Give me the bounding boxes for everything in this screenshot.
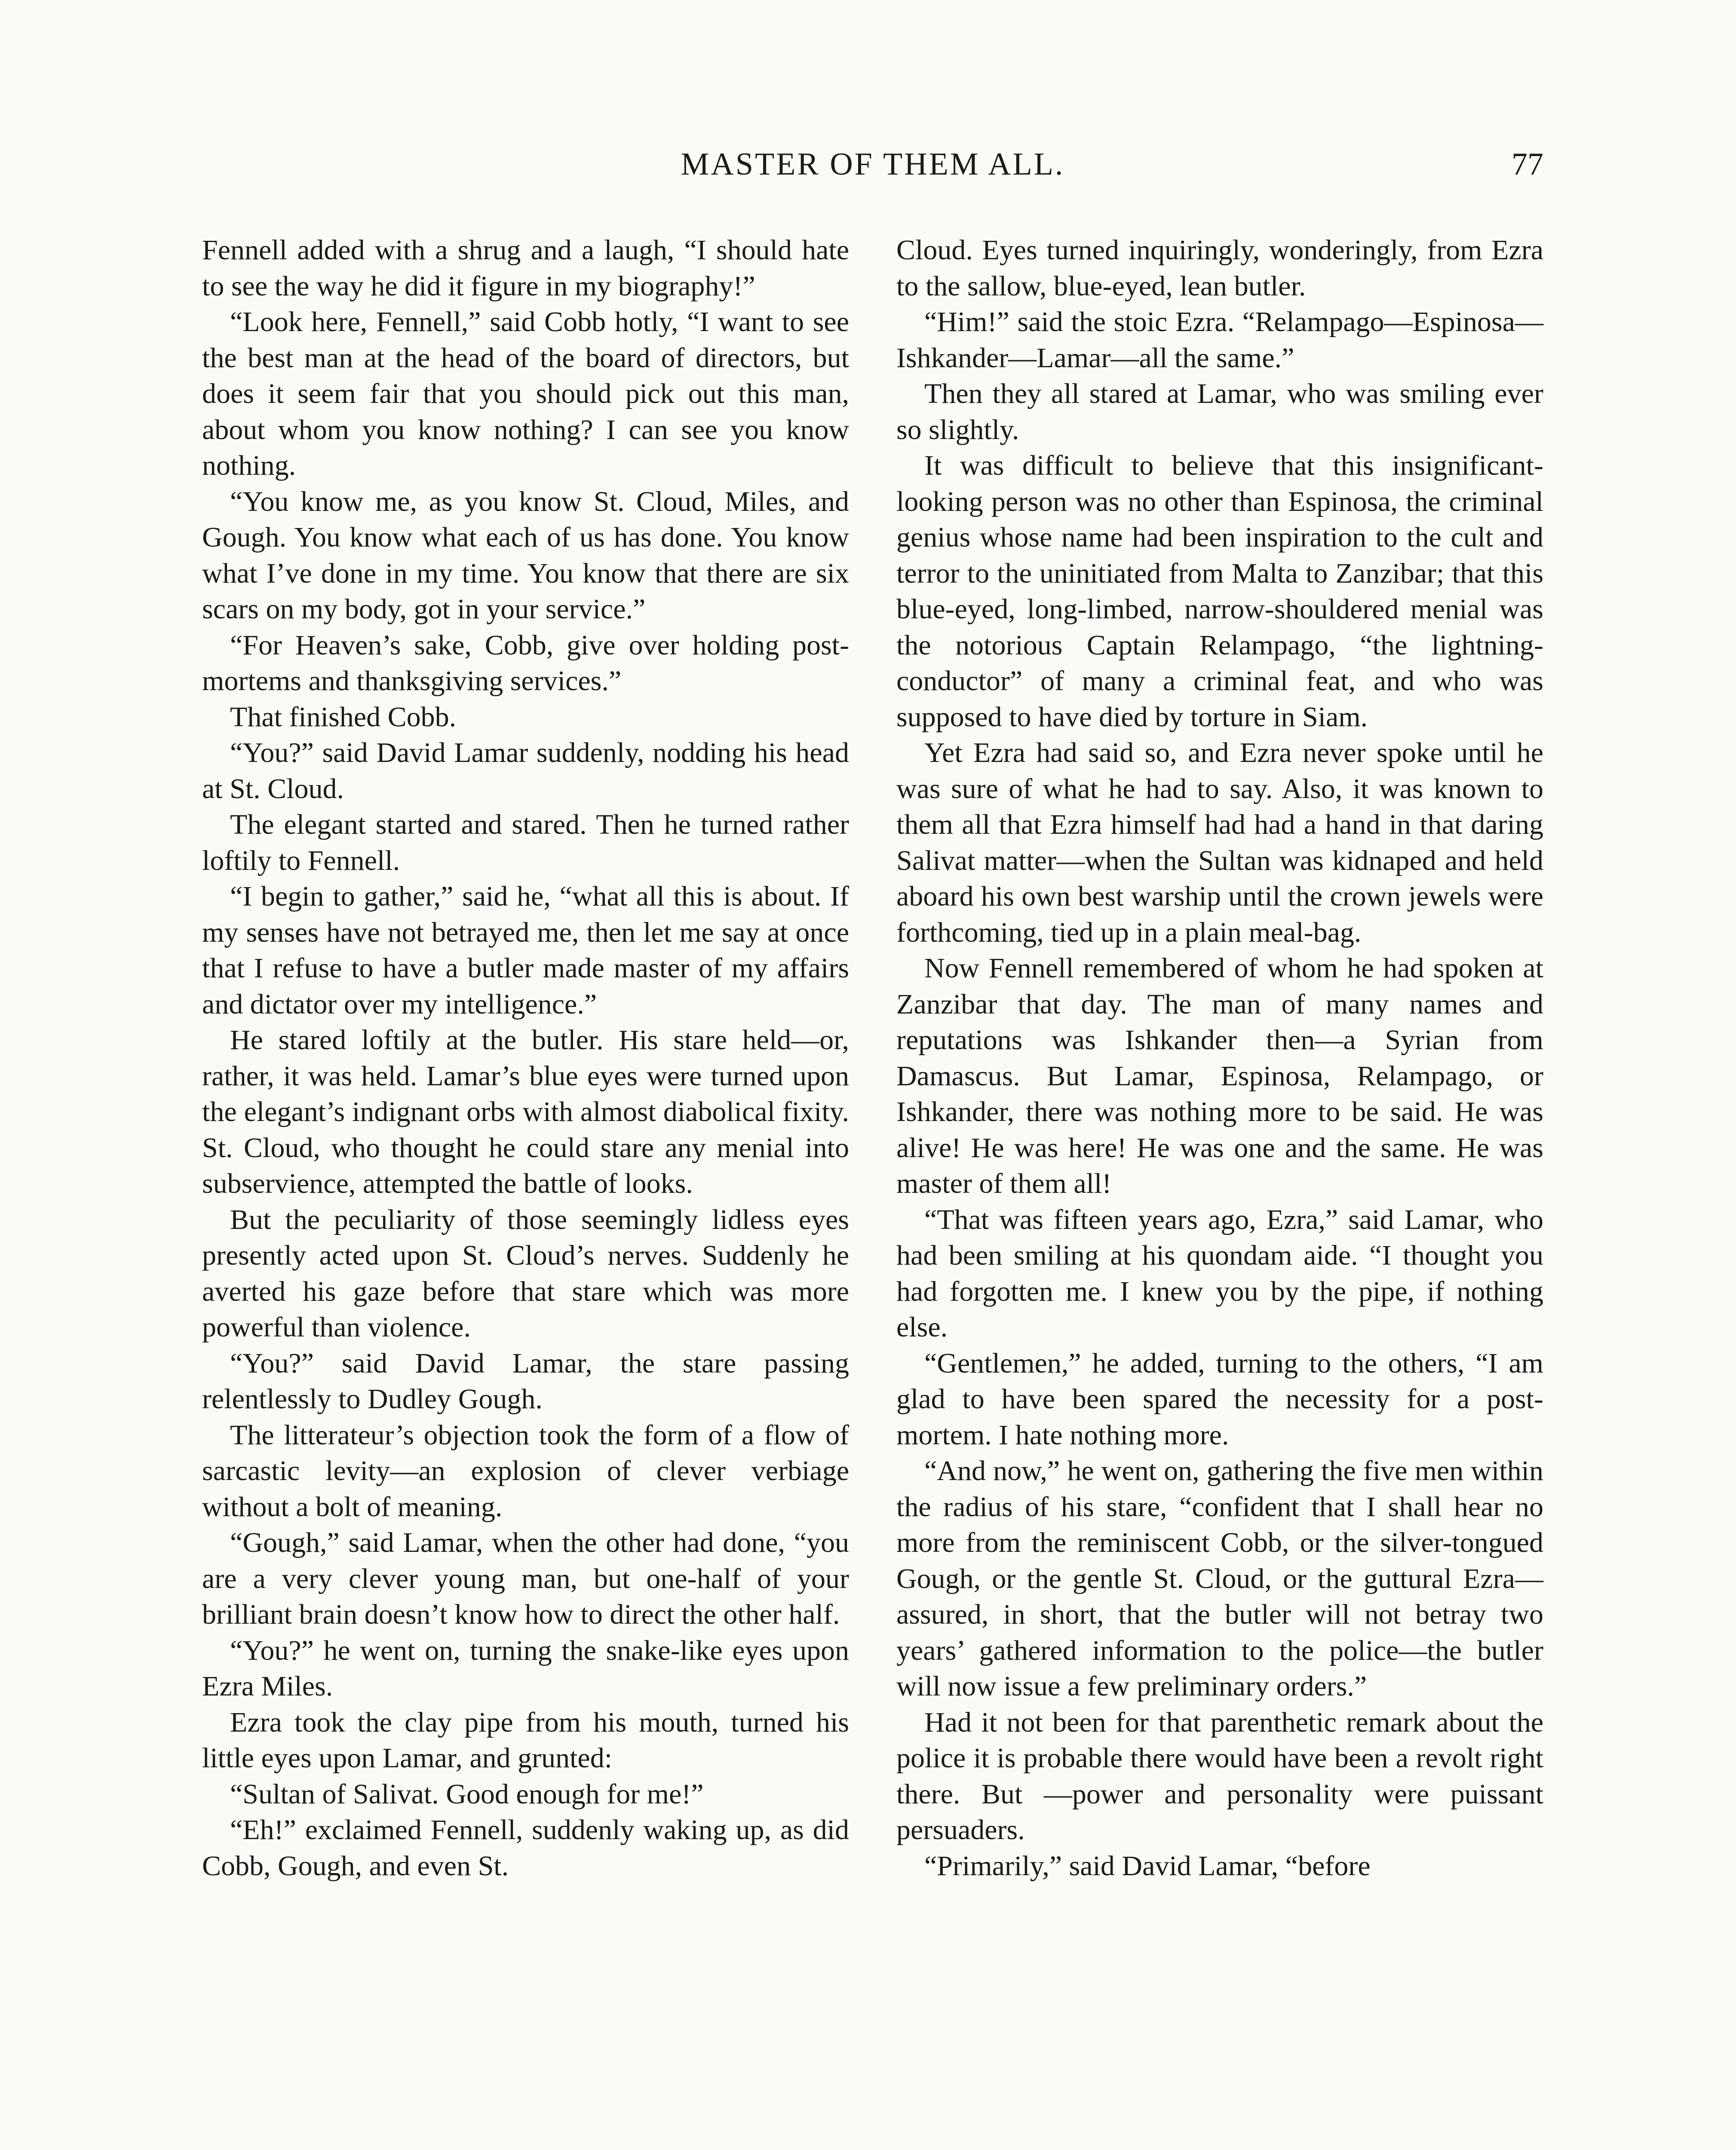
paragraph: But the peculiarity of those seemingly lidless eyes presently acted upon St. Cloud’s nerves. Suddenly he averted his gaze before that stare which was more powerful than violence. [202, 1204, 849, 1343]
paragraph: “You?” said David Lamar suddenly, nodding his head at St. Cloud. [202, 737, 849, 805]
running-head: MASTER OF THEM ALL. [681, 147, 1065, 182]
paragraph: “Sultan of Salivat. Good enough for me!” [230, 1778, 704, 1810]
paragraph: Then they all stared at Lamar, who was smiling ever so slightly. [896, 378, 1543, 445]
paragraph: “You?” said David Lamar, the stare passing relentlessly to Dudley Gough. [202, 1347, 849, 1415]
text-columns [202, 232, 1543, 1884]
paragraph: Yet Ezra had said so, and Ezra never spoke until he was sure of what he had to say. Also, it was known to them all that Ezra himself had had a hand in that daring Salivat matter—when the Sultan was kidnaped and held aboard his own best warship until the crown jewels were forthcoming, tied up in a plain meal-bag. [896, 737, 1543, 948]
paragraph: “Gough,” said Lamar, when the other had done, “you are a very clever young man, but one-half of your brilliant brain doesn’t know how to direct the other half. [202, 1527, 849, 1630]
paragraph: “And now,” he went on, gathering the five men within the radius of his stare, “confident that I shall hear no more from the reminiscent Cobb, or the silver-tongued Gough, or the gentle St. Cloud, or the guttural Ezra—assured, in short, that the butler will not betray two years’ gathered information to the police—the butler will now issue a few preliminary orders.” [896, 1455, 1543, 1702]
paragraph: It was difficult to believe that this insignificant-looking person was no other than Espinosa, the criminal genius whose name had been inspiration to the cult and terror to the uninitiated from Malta to Zanzibar; that this blue-eyed, long-limbed, narrow-shouldered menial was the notorious Captain Relampago, “the lightning-conductor” of many a criminal feat, and who was supposed to have died by torture in Siam. [896, 450, 1543, 733]
paragraph: “Gentlemen,” he added, turning to the others, “I am glad to have been spared the necessity for a post-mortem. I hate nothing more. [896, 1347, 1543, 1451]
paragraph: “That was fifteen years ago, Ezra,” said Lamar, who had been smiling at his quondam aide. “I thought you had forgotten me. I knew you by the pipe, if nothing else. [896, 1204, 1543, 1343]
page-number: 77 [1512, 147, 1543, 182]
paragraph: “I begin to gather,” said he, “what all this is about. If my senses have not betrayed me, then let me say at once that I refuse to have a butler made master of my affairs and dictator over my intelligence.” [202, 881, 849, 1020]
paragraph: Had it not been for that parenthetic remark about the police it is probable there would have been a revolt right there. But —power and personality were puissant persuaders. [896, 1706, 1543, 1846]
paragraph: “Look here, Fennell,” said Cobb hotly, “I want to see the best man at the head of the board of directors, but does it seem fair that you should pick out this man, about whom you know nothing? I can see you know nothing. [202, 306, 849, 481]
paragraph: That finished Cobb. [230, 701, 457, 733]
paragraph: Fennell added with a shrug and a laugh, “I should hate to see the way he did it figure in my biography!” [202, 234, 849, 302]
paragraph: “You?” he went on, turning the snake-like eyes upon Ezra Miles. [202, 1634, 849, 1702]
paragraph: The elegant started and stared. Then he turned rather loftily to Fennell. [202, 809, 849, 876]
paragraph: “Primarily,” said David Lamar, “before [924, 1850, 1371, 1882]
paragraph: He stared loftily at the butler. His stare held—or, rather, it was held. Lamar’s blue eyes were turned upon the elegant’s indignant orbs with almost diabolical fixity. St. Cloud, who thought he could stare any menial into subservience, attempted the battle of looks. [202, 1024, 849, 1199]
paragraph: “Eh!” exclaimed Fennell, suddenly waking up, as did Cobb, Gough, and even St. [202, 1814, 849, 1882]
paragraph: The litterateur’s objection took the form of a flow of sarcastic levity—an explosion of clever verbiage without a bolt of meaning. [202, 1419, 849, 1523]
paragraph: Ezra took the clay pipe from his mouth, turned his little eyes upon Lamar, and grunted: [202, 1706, 849, 1774]
paragraph: “You know me, as you know St. Cloud, Miles, and Gough. You know what each of us has done. You know what I’ve done in my time. You know that there are six scars on my body, got in your service.” [202, 485, 849, 625]
paragraph: Now Fennell remembered of whom he had spoken at Zanzibar that day. The man of many names and reputations was Ishkander then—a Syrian from Damascus. But Lamar, Espinosa, Relampago, or Ishkander, there was nothing more to be said. He was alive! He was here! He was one and the same. He was master of them all! [896, 952, 1543, 1199]
page-header [202, 142, 1543, 189]
right-column [896, 232, 1543, 1884]
paragraph: “Him!” said the stoic Ezra. “Relampago—Espinosa—Ishkander—Lamar—all the same.” [896, 306, 1543, 374]
paragraph: Cloud. Eyes turned inquiringly, wonderingly, from Ezra to the sallow, blue-eyed, lean butler. [896, 234, 1543, 302]
paragraph: “For Heaven’s sake, Cobb, give over holding post-mortems and thanksgiving services.” [202, 629, 849, 697]
left-column [202, 232, 849, 1884]
